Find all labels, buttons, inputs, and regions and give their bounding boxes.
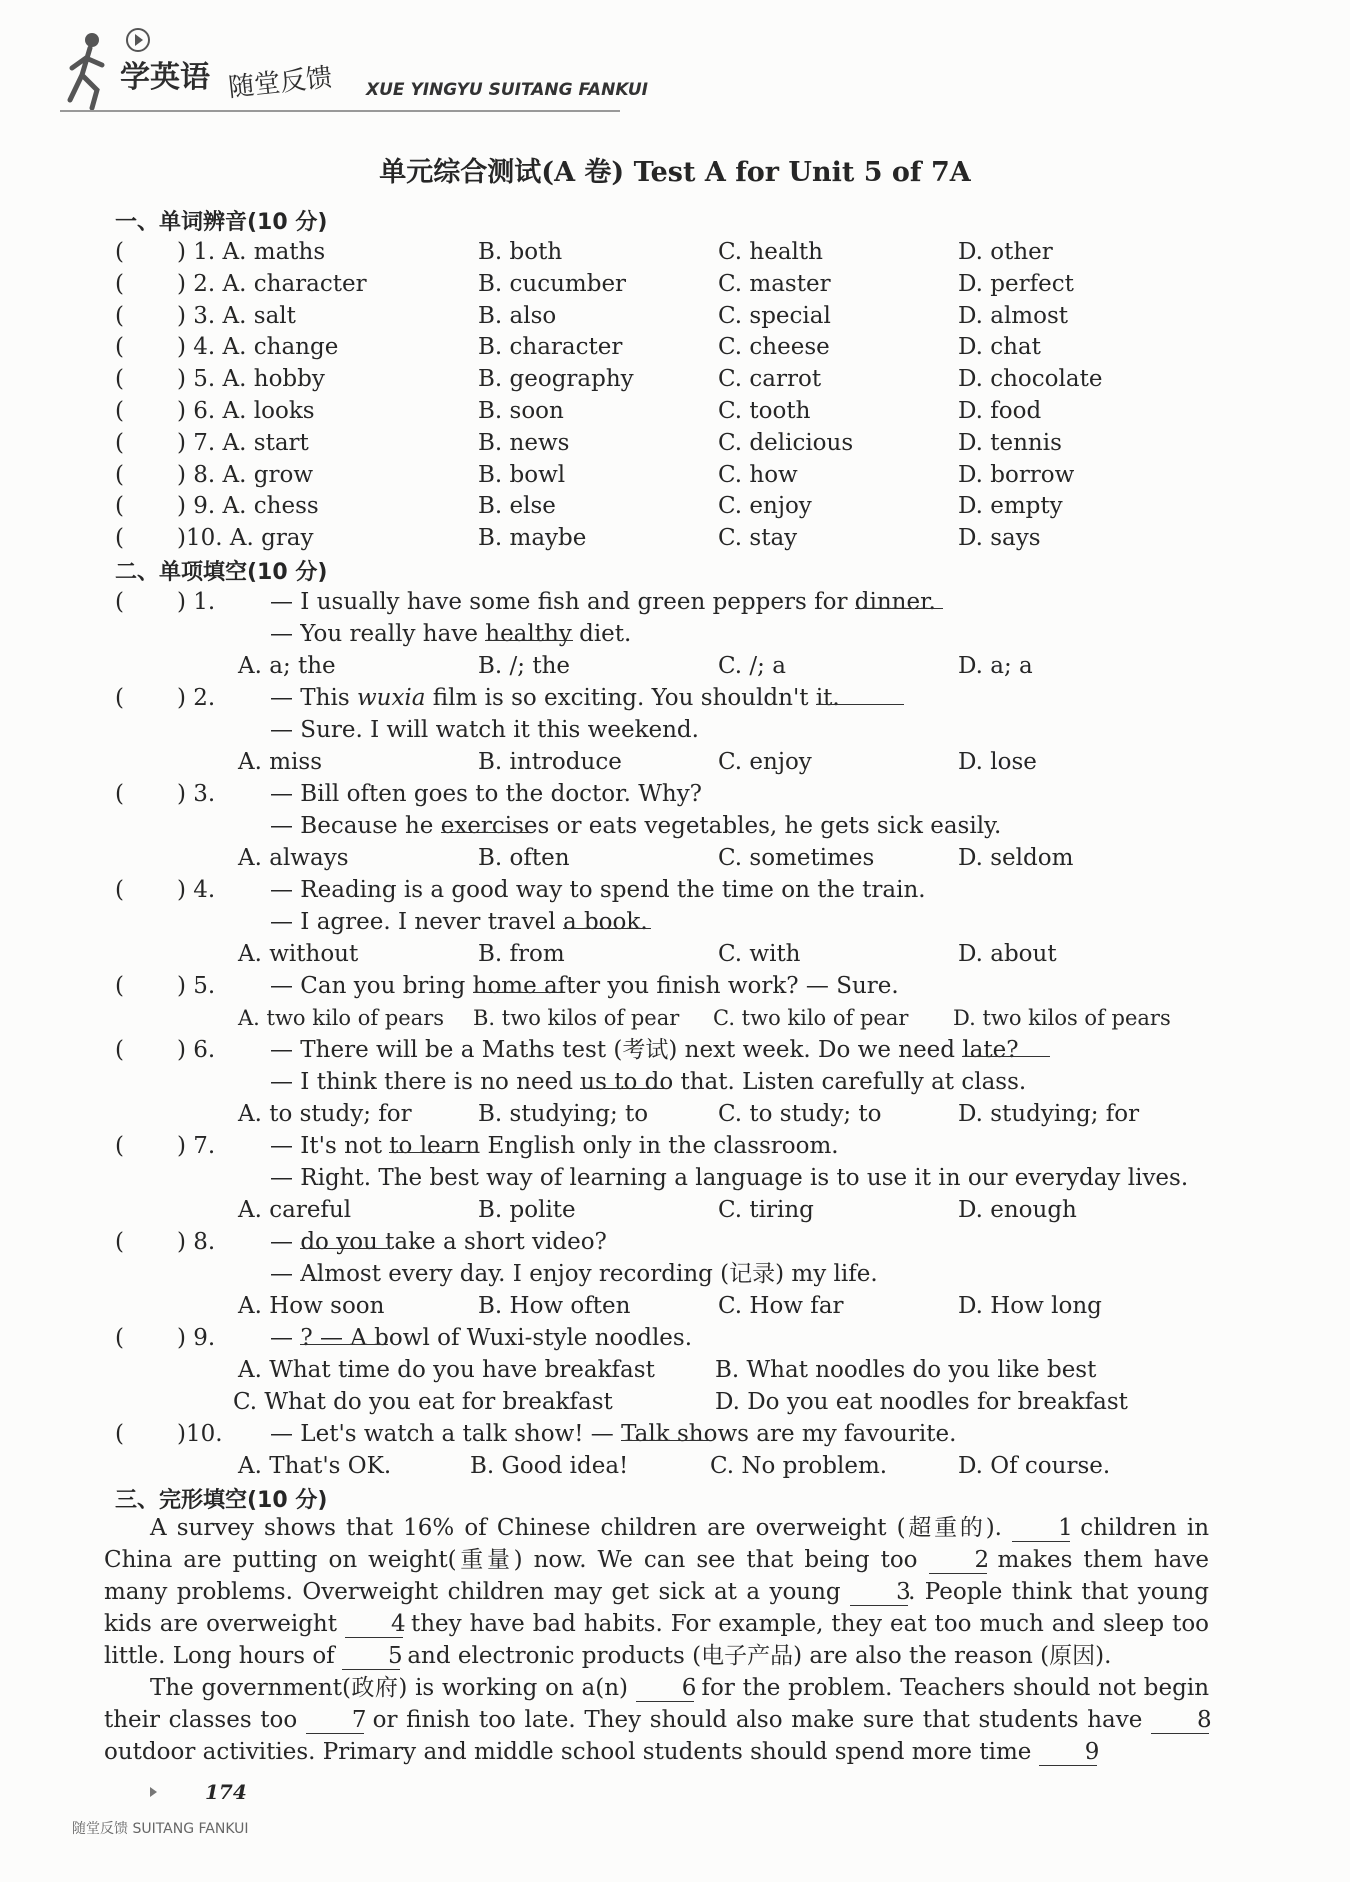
option-d: D. Of course.	[958, 1453, 1111, 1479]
answer-paren[interactable]: (	[115, 398, 124, 424]
play-icon	[126, 28, 150, 52]
option-a: A. What time do you have breakfast	[238, 1357, 655, 1383]
answer-blank[interactable]	[855, 586, 943, 609]
answer-paren[interactable]: (	[115, 525, 124, 552]
cloze-blank[interactable]: 9	[1039, 1739, 1097, 1766]
option-d: D. almost	[958, 302, 1069, 329]
header-subtitle: 随堂反馈	[226, 62, 334, 104]
option-b: B. Good idea!	[470, 1453, 629, 1479]
option-c: C. health	[718, 239, 823, 265]
page-title: 单元综合测试(A 卷) Test A for Unit 5 of 7A	[379, 157, 971, 188]
answer-blank[interactable]	[389, 1130, 477, 1153]
answer-blank[interactable]	[485, 618, 573, 641]
option-c: C. master	[718, 270, 831, 297]
option-a: ) 4. A. change	[177, 334, 339, 361]
cloze-blank[interactable]: 2	[929, 1547, 987, 1574]
section2-heading: 二、单项填空(10 分)	[115, 560, 328, 585]
footer-label: 随堂反馈 SUITANG FANKUI	[72, 1821, 249, 1837]
answer-blank[interactable]	[962, 1034, 1050, 1057]
option-d: D. How long	[958, 1293, 1102, 1319]
option-b: B. cucumber	[478, 270, 627, 297]
option-d: D. chat	[958, 334, 1041, 361]
answer-paren[interactable]: (	[115, 461, 124, 488]
option-d: D. empty	[958, 493, 1063, 520]
cloze-blank[interactable]: 7	[306, 1707, 364, 1734]
answer-blank[interactable]	[563, 906, 651, 929]
option-d: D. perfect	[958, 270, 1074, 297]
answer-paren[interactable]: (	[115, 366, 124, 393]
option-b: B. often	[478, 845, 570, 871]
page-number: 174	[205, 1780, 247, 1804]
option-a: ) 8. A. grow	[177, 461, 314, 488]
header-divider	[60, 110, 620, 112]
option-b: B. geography	[478, 366, 634, 393]
question-number: ) 5.	[177, 973, 216, 999]
option-a: A. miss	[238, 749, 323, 775]
option-b: B. bowl	[478, 461, 566, 488]
option-b: B. also	[478, 302, 557, 329]
option-a: A. careful	[238, 1197, 352, 1223]
option-a: A. always	[238, 845, 349, 871]
option-d: D. food	[958, 398, 1042, 424]
option-b: B. two kilos of pear	[473, 1006, 680, 1030]
option-c: C. with	[718, 941, 801, 967]
option-c: C. tiring	[718, 1197, 814, 1223]
option-d: D. chocolate	[958, 366, 1103, 393]
option-b: B. polite	[478, 1197, 576, 1223]
option-d: D. lose	[958, 749, 1037, 775]
option-a: ) 3. A. salt	[177, 302, 296, 329]
option-c: C. enjoy	[718, 493, 812, 520]
option-a: ) 7. A. start	[177, 429, 309, 456]
option-d: D. says	[958, 525, 1041, 552]
option-b: B. news	[478, 429, 570, 456]
answer-blank[interactable]	[473, 970, 561, 993]
answer-paren[interactable]: (	[115, 302, 124, 329]
option-a: A. two kilo of pears	[238, 1006, 445, 1030]
option-d: D. enough	[958, 1197, 1077, 1223]
question-number: ) 7.	[177, 1133, 216, 1159]
option-d: D. seldom	[958, 845, 1074, 871]
option-b: B. introduce	[478, 749, 622, 775]
option-c: C. How far	[718, 1293, 844, 1319]
option-b: B. from	[478, 941, 565, 967]
cloze-blank[interactable]: 3	[850, 1579, 908, 1606]
cloze-blank[interactable]: 5	[342, 1643, 400, 1670]
option-c: C. enjoy	[718, 749, 812, 775]
answer-blank[interactable]	[621, 1418, 709, 1441]
option-b: B. else	[478, 493, 556, 520]
option-b: B. maybe	[478, 525, 587, 552]
header-title: 学英语	[120, 60, 210, 95]
option-b: B. soon	[478, 398, 564, 424]
option-b: B. /; the	[478, 653, 570, 679]
answer-blank[interactable]	[300, 1322, 388, 1345]
option-a: ) 9. A. chess	[177, 493, 319, 520]
option-d: D. a; a	[958, 653, 1033, 679]
option-c: C. special	[718, 302, 831, 329]
header-subtitle-en: XUE YINGYU SUITANG FANKUI	[366, 80, 649, 100]
answer-paren[interactable]: (	[115, 334, 124, 361]
option-c: C. to study; to	[718, 1101, 882, 1127]
page-arrow-icon	[150, 1787, 157, 1797]
cloze-passage: A survey shows that 16% of Chinese children are overweight (超重的). 1 children in China are putting on weight(重量) now. We can see that being too 2 makes them have many problems. Overweight children may get sick at a young 3. People think that young kids are overweight 4 they have bad habits. For example, they eat too much and sleep too little. Long hours of 5 and electronic products (电子产品) are also the reason (原因). The government(政府) is working on a(n) 6 for the problem. Teachers should not begin their classes too 7 or finish too late. They should also make sure that students have 8 outdoor activities. Primary and middle school students should spend more time 9	[104, 1515, 1212, 1765]
option-c: C. What do you eat for breakfast	[233, 1389, 613, 1415]
cloze-blank[interactable]: 4	[345, 1611, 403, 1638]
option-a: A. to study; for	[238, 1101, 412, 1127]
option-a: A. How soon	[238, 1293, 385, 1319]
option-b: B. How often	[478, 1293, 631, 1319]
option-a: ) 2. A. character	[177, 270, 367, 297]
option-c: C. delicious	[718, 429, 854, 456]
option-d: D. other	[958, 239, 1053, 265]
answer-blank[interactable]	[816, 682, 904, 705]
cloze-blank[interactable]: 6	[636, 1675, 694, 1702]
option-d: D. about	[958, 941, 1057, 967]
question-number: ) 9.	[177, 1325, 216, 1351]
option-d: D. studying; for	[958, 1101, 1140, 1127]
option-c: C. how	[718, 461, 798, 488]
question-number: ) 8.	[177, 1229, 216, 1255]
question-number: ) 3.	[177, 781, 216, 807]
option-d: D. borrow	[958, 461, 1075, 488]
section1-heading: 一、单词辨音(10 分)	[115, 210, 328, 235]
option-d: D. Do you eat noodles for breakfast	[715, 1389, 1128, 1415]
question-number: ) 4.	[177, 877, 216, 903]
cloze-blank[interactable]: 1	[1012, 1515, 1070, 1542]
option-d: D. tennis	[958, 429, 1062, 456]
option-a: ) 6. A. looks	[177, 398, 315, 424]
question-number: )10.	[177, 1421, 223, 1447]
option-d: D. two kilos of pears	[953, 1006, 1171, 1030]
option-b: B. studying; to	[478, 1101, 649, 1127]
answer-paren[interactable]: (	[115, 270, 124, 297]
answer-blank[interactable]	[300, 1226, 388, 1249]
answer-paren[interactable]: (	[115, 493, 124, 520]
option-a: A. That's OK.	[238, 1453, 392, 1479]
header-logo-icon	[62, 30, 112, 110]
option-b: B. both	[478, 239, 563, 265]
option-c: C. No problem.	[710, 1453, 888, 1479]
option-c: C. tooth	[718, 398, 811, 424]
option-c: C. sometimes	[718, 845, 875, 871]
answer-paren[interactable]: (	[115, 429, 124, 456]
option-a: A. without	[238, 941, 359, 967]
question-number: ) 2.	[177, 685, 216, 711]
section3-heading: 三、完形填空(10 分)	[115, 1488, 328, 1513]
option-a: A. a; the	[238, 653, 336, 679]
option-a: ) 1. A. maths	[177, 239, 326, 265]
answer-paren[interactable]: (	[115, 239, 124, 265]
option-b: B. What noodles do you like best	[715, 1357, 1097, 1383]
option-c: C. carrot	[718, 366, 822, 393]
question-number: ) 6.	[177, 1037, 216, 1063]
option-c: C. two kilo of pear	[713, 1006, 909, 1030]
answer-blank[interactable]	[580, 1066, 668, 1089]
question-number: ) 1.	[177, 589, 216, 615]
cloze-blank[interactable]: 8	[1151, 1707, 1209, 1734]
option-a: )10. A. gray	[177, 525, 314, 552]
option-b: B. character	[478, 334, 623, 361]
option-c: C. cheese	[718, 334, 830, 361]
option-c: C. /; a	[718, 653, 786, 679]
answer-blank[interactable]	[441, 810, 529, 833]
option-c: C. stay	[718, 525, 798, 552]
option-a: ) 5. A. hobby	[177, 366, 325, 393]
